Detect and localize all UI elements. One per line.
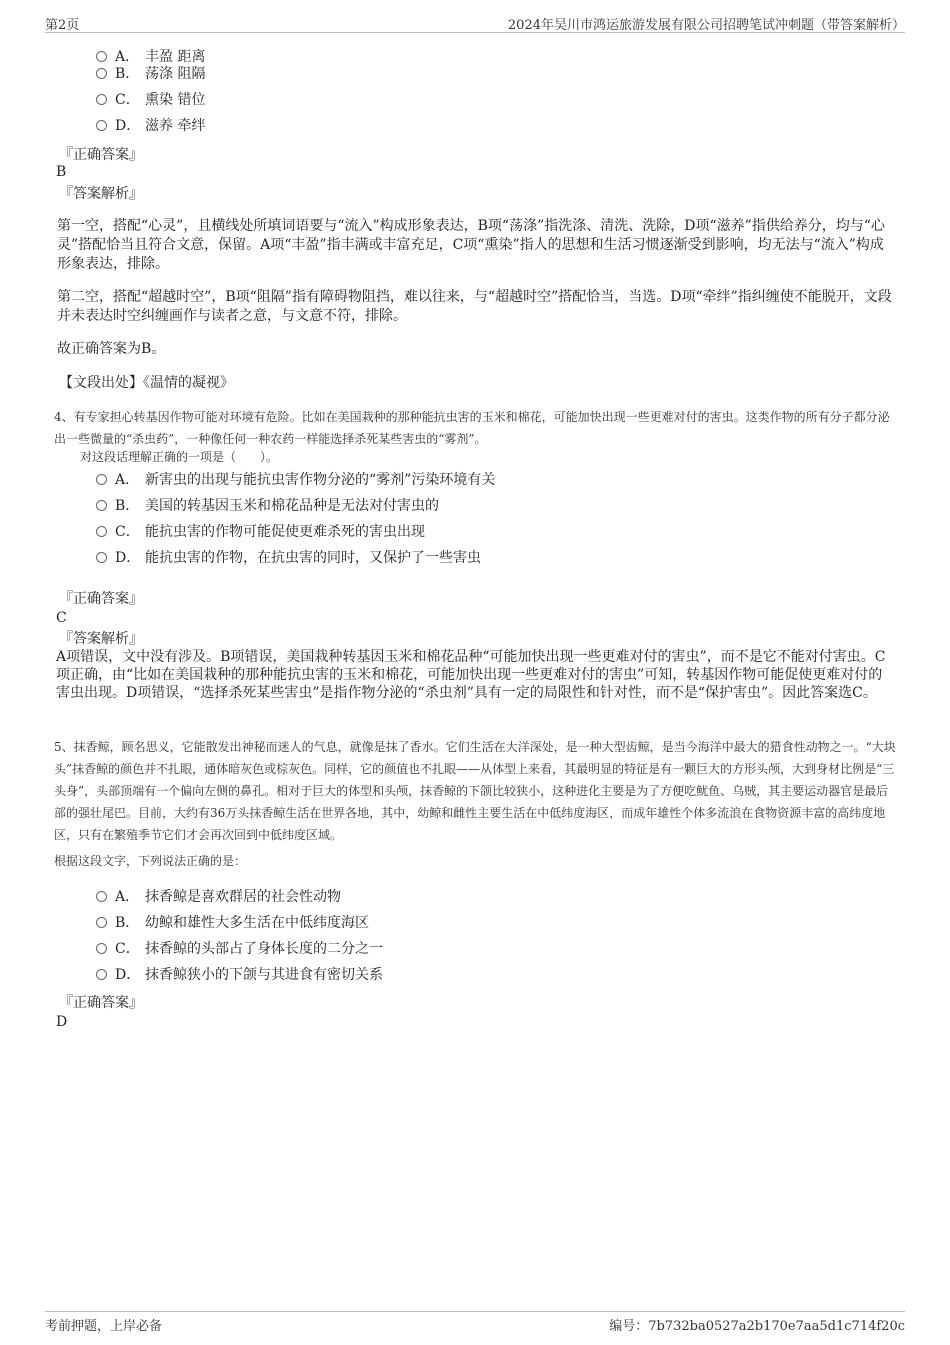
q4-stem: 4、有专家担心转基因作物可能对环境有危险。比如在美国栽种的那种能抗虫害的玉米和棉花，可能加快出现一些更难对付的害虫。这类作物的所有分子都分泌出一些微量的“杀虫药”，一种像任何一种农药一样能选择杀死某些害虫的“雾剂”。 <box>54 410 890 446</box>
q5-answer-label: 『正确答案』 <box>59 995 143 1011</box>
radio-icon[interactable] <box>96 500 107 511</box>
q5-stem: 5、抹香鲸，顾名思义，它能散发出神秘而迷人的气息，就像是抹了香水。它们生活在大洋深处，是一种大型齿鲸，是当今海洋中最大的猎食性动物之一。“大块头”抹香鲸的颜色并不扎眼，通体暗灰色或棕灰色。同样，它的颜值也不扎眼——从体型上来看，其最明显的特征是有一颗巨大的方形头颅，大到身材比例是“三头身”，头部顶端有一个偏向左侧的鼻孔。相对于巨大的体型和头颅，抹香鲸的下颌比较狭小，这种进化主要是为了方便吃鱿鱼、乌贼，其主要运动器官是最后部的强壮尾巴。目前，大约有36万头抹香鲸生活在世界各地，其中，幼鲸和雌性主要生活在中低纬度海区，而成年雄性个体多流浪在食物资源丰富的高纬度地区，只有在繁殖季节它们才会再次回到中低纬度区域。 <box>54 740 896 842</box>
radio-icon[interactable] <box>96 552 107 563</box>
q5-option-a[interactable]: A． 抹香鲸是喜欢群居的社会性动物 <box>96 888 341 906</box>
document-title: 2024年吴川市鸿运旅游发展有限公司招聘笔试冲刺题（带答案解析） <box>507 18 905 33</box>
radio-icon[interactable] <box>96 51 107 62</box>
q4-answer-label: 『正确答案』 <box>59 591 143 607</box>
radio-icon[interactable] <box>96 474 107 485</box>
q4-analysis: A项错误，文中没有涉及。B项错误，美国栽种转基因玉米和棉花品种“可能加快出现一些更难对付的害虫”，而不是它不能对付害虫。C项正确，由“比如在美国栽种的那种能抗虫害的玉米和棉花，可能加快出现一些更难对付的害虫”可知，转基因作物可能促使更难对付的害虫出现。D项错误，“选择杀死某些害虫”是指作物分泌的“杀虫剂”具有一定的局限性和针对性，而不是“保护害虫”。因此答案选C。 <box>56 649 886 701</box>
radio-icon[interactable] <box>96 94 107 105</box>
page-header <box>45 14 905 33</box>
q3-answer: B <box>56 164 67 180</box>
footer-slogan: 考前押题，上岸必备 <box>45 1319 163 1334</box>
q3-analysis-p3: 故正确答案为B。 <box>57 341 166 357</box>
radio-icon[interactable] <box>96 917 107 928</box>
q3-analysis-label: 『答案解析』 <box>59 186 143 202</box>
q5-option-b[interactable]: B． 幼鲸和雄性大多生活在中低纬度海区 <box>96 914 369 932</box>
q5-option-c[interactable]: C． 抹香鲸的头部占了身体长度的二分之一 <box>96 940 383 958</box>
q4-analysis-label: 『答案解析』 <box>59 631 143 647</box>
radio-icon[interactable] <box>96 891 107 902</box>
q3-option-c[interactable]: C． 熏染 错位 <box>96 91 205 109</box>
q4-answer: C <box>56 610 67 626</box>
q5-answer: D <box>56 1014 68 1030</box>
q4-option-a[interactable]: A． 新害虫的出现与能抗虫害作物分泌的“雾剂”污染环境有关 <box>96 471 495 489</box>
q3-analysis-p1: 第一空，搭配“心灵”，且横线处所填词语要与“流入”构成形象表达，B项“荡涤”指洗涤、清洗、洗除，D项“滋养”指供给养分，均与“心灵”搭配恰当且符合文意，保留。A项“丰盈”指丰满或丰富充足，C项“熏染”指人的思想和生活习惯逐渐受到影响，均无法与“流入”构成形象表达，排除。 <box>57 218 885 272</box>
document-code: 编号：7b732ba0527a2b170e7aa5d1c714f20c <box>609 1319 905 1334</box>
page-footer <box>45 1311 905 1337</box>
page-number: 第2页 <box>45 18 80 33</box>
q3-analysis-p2: 第二空，搭配“超越时空”，B项“阻隔”指有障碍物阻挡，难以往来，与“超越时空”搭配恰当，当选。D项“牵绊”指纠缠使不能脱开，文段并未表达时空纠缠画作与读者之意，与文意不符，排除。 <box>57 289 892 324</box>
q4-question: 对这段话理解正确的一项是（ ）。 <box>80 450 279 464</box>
q3-source: 【文段出处】《温情的凝视》 <box>59 375 234 391</box>
radio-icon[interactable] <box>96 120 107 131</box>
q4-option-d[interactable]: D． 能抗虫害的作物，在抗虫害的同时，又保护了一些害虫 <box>96 549 481 567</box>
q5-option-d[interactable]: D． 抹香鲸狭小的下颌与其进食有密切关系 <box>96 966 383 984</box>
q3-option-d[interactable]: D． 滋养 牵绊 <box>96 117 205 135</box>
q4-option-c[interactable]: C． 能抗虫害的作物可能促使更难杀死的害虫出现 <box>96 523 425 541</box>
radio-icon[interactable] <box>96 943 107 954</box>
radio-icon[interactable] <box>96 969 107 980</box>
q4-option-b[interactable]: B． 美国的转基因玉米和棉花品种是无法对付害虫的 <box>96 497 439 515</box>
q5-question: 根据这段文字，下列说法正确的是： <box>54 854 247 868</box>
radio-icon[interactable] <box>96 68 107 79</box>
q3-option-b[interactable]: B． 荡涤 阻隔 <box>96 65 205 83</box>
q3-option-a[interactable]: A． 丰盈 距离 <box>96 48 205 66</box>
q3-answer-label: 『正确答案』 <box>59 147 143 163</box>
radio-icon[interactable] <box>96 526 107 537</box>
